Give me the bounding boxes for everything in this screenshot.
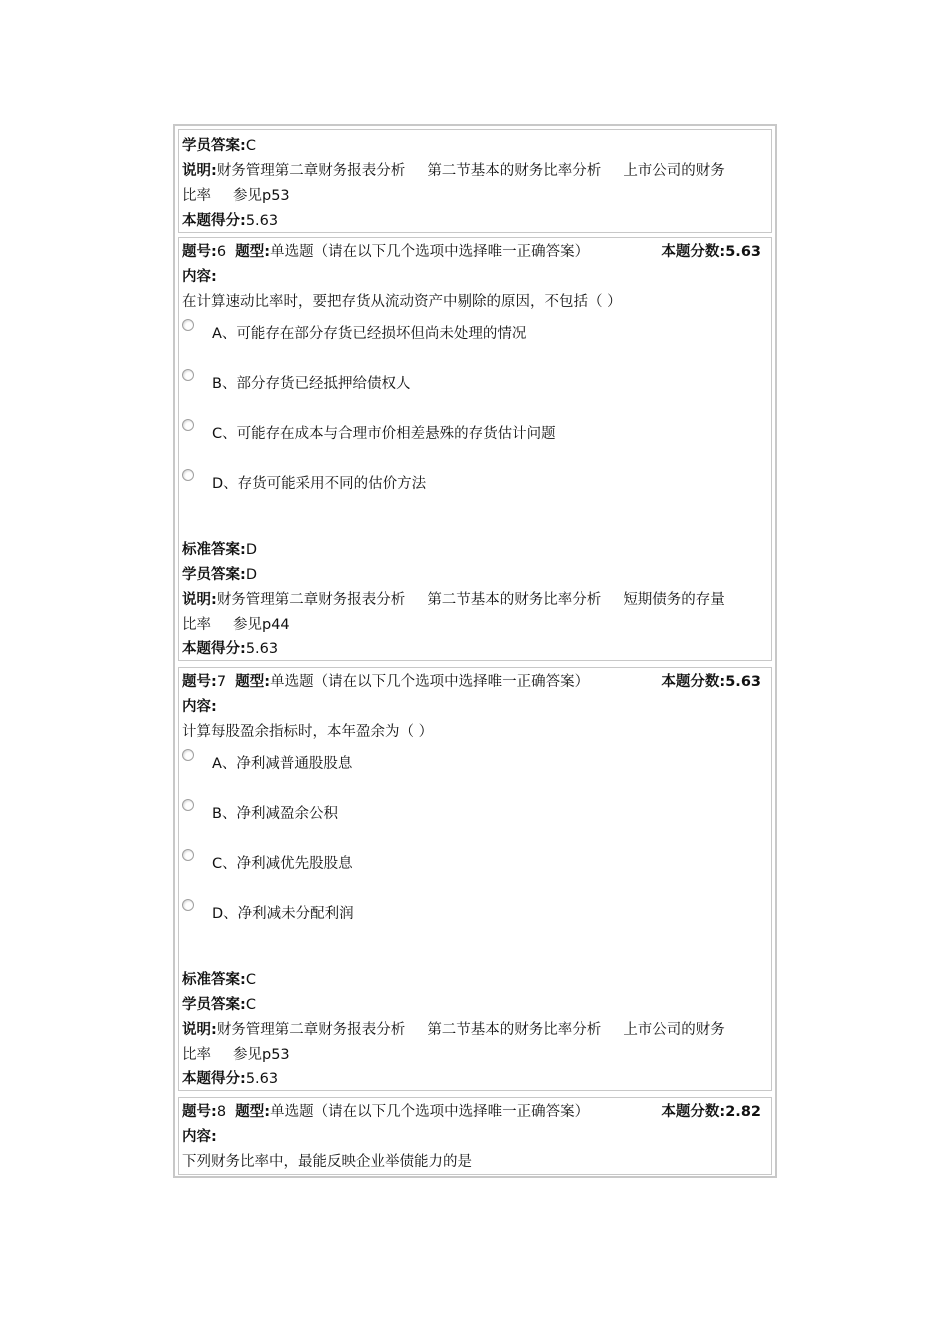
explain-row-2 <box>182 613 290 637</box>
option-c-radio[interactable] <box>182 419 194 431</box>
qno-value: 8 <box>216 1104 227 1120</box>
explain-part-5: 参见 <box>233 617 262 633</box>
explain-row <box>182 1018 725 1042</box>
score-got-row <box>182 637 278 661</box>
qtype-label: 题型: <box>235 244 271 260</box>
option-d-radio[interactable] <box>182 899 194 911</box>
question-header <box>182 1100 589 1124</box>
std-answer-label: 标准答案: <box>182 542 246 558</box>
explain-part-5: 参见 <box>233 188 262 204</box>
question-score <box>661 1100 761 1124</box>
std-answer-row <box>182 538 257 562</box>
student-answer-value: D <box>245 567 257 583</box>
explain-part-4: 比率 <box>182 1047 211 1063</box>
explain-row <box>182 588 725 612</box>
explain-part-6: p44 <box>262 617 290 633</box>
option-b-radio[interactable] <box>182 799 194 811</box>
question-score <box>661 240 761 264</box>
question-content: 下列财务比率中，最能反映企业举债能力的是 <box>182 1154 472 1170</box>
score-got-label: 本题得分: <box>182 1071 246 1087</box>
student-answer-label: 学员答案: <box>182 997 246 1013</box>
content-label: 内容: <box>182 1129 217 1145</box>
option-b-radio[interactable] <box>182 369 194 381</box>
student-answer-value: C <box>245 997 256 1013</box>
explain-part-2: 第二节基本的财务比率分析 <box>427 1022 602 1038</box>
qno-value: 6 <box>216 244 227 260</box>
explain-part-3: 短期债务的存量 <box>623 592 725 608</box>
question-content: 在计算速动比率时，要把存货从流动资产中剔除的原因，不包括（ ） <box>182 294 622 310</box>
content-label: 内容: <box>182 699 217 715</box>
explain-row <box>182 159 725 183</box>
question-content: 计算每股盈余指标时，本年盈余为（ ） <box>182 724 434 740</box>
qscore-value: 5.63 <box>725 674 761 690</box>
qscore-value: 2.82 <box>725 1104 761 1120</box>
option-a-radio[interactable] <box>182 319 194 331</box>
explain-row-2 <box>182 1043 290 1067</box>
option-b-label[interactable]: B、部分存货已经抵押给债权人 <box>212 376 411 392</box>
score-got-label: 本题得分: <box>182 213 246 229</box>
qtype-value: 单选题（请在以下几个选项中选择唯一正确答案） <box>270 1104 590 1120</box>
qscore-label: 本题分数: <box>661 1104 726 1120</box>
explain-label: 说明: <box>182 1022 217 1038</box>
question-6 <box>178 237 772 661</box>
option-c-label[interactable]: C、净利减优先股股息 <box>212 856 353 872</box>
content-label: 内容: <box>182 269 217 285</box>
score-got-row <box>182 209 278 233</box>
student-answer-row <box>182 134 256 158</box>
qtype-value: 单选题（请在以下几个选项中选择唯一正确答案） <box>270 244 590 260</box>
question-5-result <box>178 129 772 233</box>
qno-label: 题号: <box>182 244 217 260</box>
explain-part-4: 比率 <box>182 617 211 633</box>
qno-value: 7 <box>216 674 227 690</box>
std-answer-value: C <box>245 972 256 988</box>
score-got-value: 5.63 <box>245 641 279 657</box>
std-answer-value: D <box>245 542 257 558</box>
student-answer-label: 学员答案: <box>182 567 246 583</box>
explain-part-1: 财务管理第二章财务报表分析 <box>216 1022 406 1038</box>
question-score <box>661 670 761 694</box>
qscore-label: 本题分数: <box>661 674 726 690</box>
qscore-label: 本题分数: <box>661 244 726 260</box>
option-b-label[interactable]: B、净利减盈余公积 <box>212 806 338 822</box>
qtype-value: 单选题（请在以下几个选项中选择唯一正确答案） <box>270 674 590 690</box>
explain-part-2: 第二节基本的财务比率分析 <box>427 592 602 608</box>
explain-part-2: 第二节基本的财务比率分析 <box>427 163 602 179</box>
question-7 <box>178 667 772 1091</box>
student-answer-label: 学员答案: <box>182 138 246 154</box>
explain-part-3: 上市公司的财务 <box>623 163 725 179</box>
qno-label: 题号: <box>182 674 217 690</box>
score-got-row <box>182 1067 278 1091</box>
student-answer-value: C <box>245 138 256 154</box>
option-a-label[interactable]: A、净利减普通股股息 <box>212 756 353 772</box>
qscore-value: 5.63 <box>725 244 761 260</box>
option-c-label[interactable]: C、可能存在成本与合理市价相差悬殊的存货估计问题 <box>212 426 556 442</box>
qtype-label: 题型: <box>235 674 271 690</box>
score-got-value: 5.63 <box>245 213 279 229</box>
question-header <box>182 240 589 264</box>
score-got-value: 5.63 <box>245 1071 279 1087</box>
explain-label: 说明: <box>182 592 217 608</box>
explain-label: 说明: <box>182 163 217 179</box>
explain-part-6: p53 <box>262 188 290 204</box>
question-header <box>182 670 589 694</box>
score-got-label: 本题得分: <box>182 641 246 657</box>
explain-part-3: 上市公司的财务 <box>623 1022 725 1038</box>
explain-part-1: 财务管理第二章财务报表分析 <box>216 592 406 608</box>
explain-part-1: 财务管理第二章财务报表分析 <box>216 163 406 179</box>
std-answer-label: 标准答案: <box>182 972 246 988</box>
explain-part-4: 比率 <box>182 188 211 204</box>
student-answer-row <box>182 993 256 1017</box>
student-answer-row <box>182 563 257 587</box>
option-c-radio[interactable] <box>182 849 194 861</box>
explain-part-6: p53 <box>262 1047 290 1063</box>
qno-label: 题号: <box>182 1104 217 1120</box>
option-a-radio[interactable] <box>182 749 194 761</box>
option-d-label[interactable]: D、净利减未分配利润 <box>212 906 354 922</box>
exam-results-table <box>173 124 777 1178</box>
option-d-radio[interactable] <box>182 469 194 481</box>
explain-row-2 <box>182 184 290 208</box>
option-d-label[interactable]: D、存货可能采用不同的估价方法 <box>212 476 427 492</box>
explain-part-5: 参见 <box>233 1047 262 1063</box>
qtype-label: 题型: <box>235 1104 271 1120</box>
option-a-label[interactable]: A、可能存在部分存货已经损坏但尚未处理的情况 <box>212 326 527 342</box>
std-answer-row <box>182 968 256 992</box>
question-8 <box>178 1097 772 1175</box>
